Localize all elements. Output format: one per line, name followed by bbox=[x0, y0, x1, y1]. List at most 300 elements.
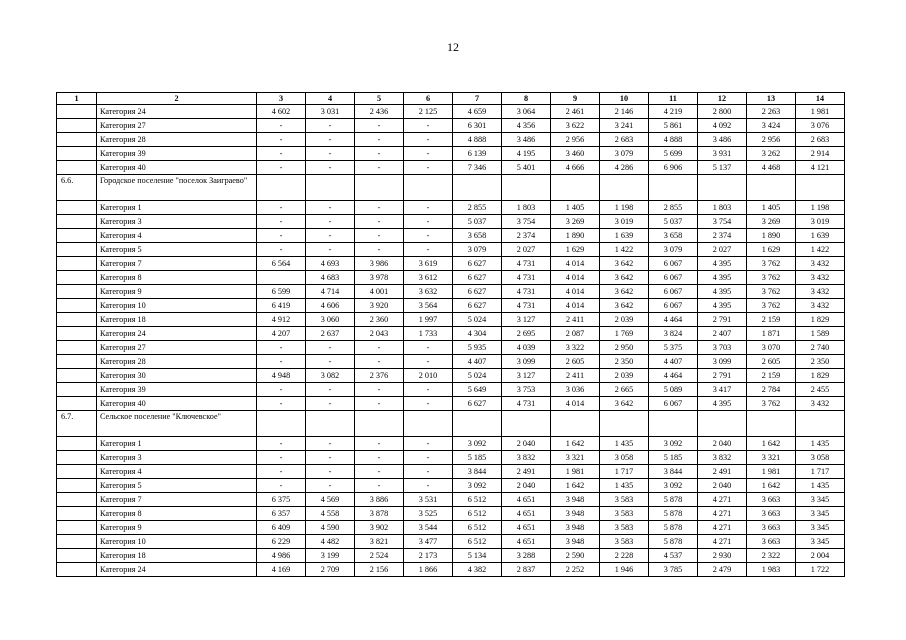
table-row bbox=[57, 299, 845, 313]
value-cell bbox=[600, 411, 649, 437]
row-code bbox=[57, 465, 97, 479]
table-row bbox=[57, 105, 845, 119]
row-code bbox=[57, 383, 97, 397]
value-cell: 2 039 bbox=[600, 313, 649, 327]
value-cell: 4 986 bbox=[257, 549, 306, 563]
row-code bbox=[57, 161, 97, 175]
row-name: Категория 40 bbox=[97, 397, 257, 411]
value-cell: - bbox=[404, 355, 453, 369]
value-cell: 4 271 bbox=[698, 521, 747, 535]
table-row bbox=[57, 161, 845, 175]
value-cell: 3 082 bbox=[306, 369, 355, 383]
row-code bbox=[57, 521, 97, 535]
table-row bbox=[57, 479, 845, 493]
value-cell: 2 791 bbox=[698, 369, 747, 383]
value-cell: - bbox=[257, 465, 306, 479]
value-cell: 1 803 bbox=[502, 201, 551, 215]
value-cell: 3 321 bbox=[551, 451, 600, 465]
value-cell: - bbox=[355, 465, 404, 479]
value-cell: 6 301 bbox=[453, 119, 502, 133]
value-cell: 2 665 bbox=[600, 383, 649, 397]
value-cell: 3 486 bbox=[502, 133, 551, 147]
table-row bbox=[57, 119, 845, 133]
value-cell: 5 375 bbox=[649, 341, 698, 355]
value-cell bbox=[796, 175, 845, 201]
row-code bbox=[57, 313, 97, 327]
value-cell: 2 146 bbox=[600, 105, 649, 119]
value-cell bbox=[355, 175, 404, 201]
value-cell: 3 978 bbox=[355, 271, 404, 285]
value-cell: 3 642 bbox=[600, 257, 649, 271]
row-name: Категория 4 bbox=[97, 465, 257, 479]
row-name: Категория 40 bbox=[97, 161, 257, 175]
row-name: Категория 24 bbox=[97, 563, 257, 577]
value-cell: 3 127 bbox=[502, 313, 551, 327]
column-header: 14 bbox=[796, 93, 845, 105]
value-cell: 4 731 bbox=[502, 299, 551, 313]
value-cell: 2 784 bbox=[747, 383, 796, 397]
row-name: Городское поселение "поселок Заиграево" bbox=[97, 175, 257, 201]
row-code bbox=[57, 201, 97, 215]
value-cell bbox=[649, 411, 698, 437]
value-cell: 3 417 bbox=[698, 383, 747, 397]
value-cell: 3 832 bbox=[698, 451, 747, 465]
value-cell bbox=[698, 411, 747, 437]
value-cell: - bbox=[404, 465, 453, 479]
value-cell: 3 486 bbox=[698, 133, 747, 147]
value-cell: 2 027 bbox=[502, 243, 551, 257]
value-cell bbox=[355, 411, 404, 437]
value-cell: 6 419 bbox=[257, 299, 306, 313]
value-cell: - bbox=[257, 479, 306, 493]
value-cell: 5 401 bbox=[502, 161, 551, 175]
value-cell: 3 531 bbox=[404, 493, 453, 507]
value-cell: 4 169 bbox=[257, 563, 306, 577]
value-cell: 2 411 bbox=[551, 313, 600, 327]
value-cell: 2 524 bbox=[355, 549, 404, 563]
value-cell: - bbox=[404, 119, 453, 133]
value-cell: 4 395 bbox=[698, 397, 747, 411]
value-cell: 3 262 bbox=[747, 147, 796, 161]
value-cell: 2 950 bbox=[600, 341, 649, 355]
value-cell: 4 039 bbox=[502, 341, 551, 355]
table-row bbox=[57, 341, 845, 355]
value-cell: 2 637 bbox=[306, 327, 355, 341]
row-name: Категория 7 bbox=[97, 493, 257, 507]
value-cell: 3 345 bbox=[796, 507, 845, 521]
value-cell: 3 920 bbox=[355, 299, 404, 313]
value-cell: 3 642 bbox=[600, 299, 649, 313]
value-cell: - bbox=[404, 215, 453, 229]
row-name: Категория 1 bbox=[97, 437, 257, 451]
value-cell: 4 195 bbox=[502, 147, 551, 161]
value-cell: 1 803 bbox=[698, 201, 747, 215]
value-cell: 3 288 bbox=[502, 549, 551, 563]
value-cell: - bbox=[306, 341, 355, 355]
value-cell: 3 986 bbox=[355, 257, 404, 271]
value-cell: 5 878 bbox=[649, 493, 698, 507]
value-cell: - bbox=[306, 229, 355, 243]
value-cell: 2 855 bbox=[453, 201, 502, 215]
table-row bbox=[57, 313, 845, 327]
value-cell: 2 039 bbox=[600, 369, 649, 383]
column-header: 2 bbox=[97, 93, 257, 105]
value-cell: 1 890 bbox=[747, 229, 796, 243]
column-header: 10 bbox=[600, 93, 649, 105]
table-row bbox=[57, 229, 845, 243]
value-cell: 3 432 bbox=[796, 257, 845, 271]
value-cell: 3 099 bbox=[698, 355, 747, 369]
value-cell: 5 185 bbox=[649, 451, 698, 465]
value-cell: 3 019 bbox=[796, 215, 845, 229]
value-cell: 1 642 bbox=[551, 479, 600, 493]
value-cell: - bbox=[355, 133, 404, 147]
value-cell: 2 590 bbox=[551, 549, 600, 563]
value-cell: 5 089 bbox=[649, 383, 698, 397]
value-cell: 2 004 bbox=[796, 549, 845, 563]
value-cell: - bbox=[404, 437, 453, 451]
page-number: 12 bbox=[447, 40, 459, 54]
value-cell: 3 345 bbox=[796, 535, 845, 549]
row-name: Категория 18 bbox=[97, 549, 257, 563]
value-cell: 5 861 bbox=[649, 119, 698, 133]
value-cell: 3 432 bbox=[796, 397, 845, 411]
value-cell: 2 173 bbox=[404, 549, 453, 563]
value-cell: 4 606 bbox=[306, 299, 355, 313]
value-cell: 6 067 bbox=[649, 271, 698, 285]
value-cell: 3 622 bbox=[551, 119, 600, 133]
value-cell: 2 043 bbox=[355, 327, 404, 341]
value-cell: 2 010 bbox=[404, 369, 453, 383]
value-cell: - bbox=[404, 161, 453, 175]
row-name: Категория 18 bbox=[97, 313, 257, 327]
row-name: Категория 5 bbox=[97, 479, 257, 493]
value-cell: - bbox=[404, 133, 453, 147]
value-cell: - bbox=[355, 119, 404, 133]
value-cell: 3 785 bbox=[649, 563, 698, 577]
value-cell: 4 286 bbox=[600, 161, 649, 175]
value-cell: - bbox=[355, 243, 404, 257]
value-cell: 2 855 bbox=[649, 201, 698, 215]
value-cell: 2 740 bbox=[796, 341, 845, 355]
value-cell: 4 001 bbox=[355, 285, 404, 299]
value-cell: 6 409 bbox=[257, 521, 306, 535]
value-cell: 1 981 bbox=[551, 465, 600, 479]
row-code bbox=[57, 257, 97, 271]
value-cell: 1 589 bbox=[796, 327, 845, 341]
value-cell: 6 375 bbox=[257, 493, 306, 507]
value-cell: 3 902 bbox=[355, 521, 404, 535]
value-cell: 6 627 bbox=[453, 285, 502, 299]
row-name: Категория 27 bbox=[97, 119, 257, 133]
value-cell bbox=[257, 271, 306, 285]
value-cell: 3 525 bbox=[404, 507, 453, 521]
value-cell: 1 717 bbox=[796, 465, 845, 479]
value-cell: 4 014 bbox=[551, 397, 600, 411]
value-cell: 1 983 bbox=[747, 563, 796, 577]
row-name: Категория 10 bbox=[97, 299, 257, 313]
value-cell: 4 219 bbox=[649, 105, 698, 119]
row-code bbox=[57, 299, 97, 313]
value-cell: - bbox=[306, 201, 355, 215]
row-code bbox=[57, 507, 97, 521]
value-cell: 1 629 bbox=[747, 243, 796, 257]
value-cell: 2 322 bbox=[747, 549, 796, 563]
value-cell bbox=[306, 175, 355, 201]
row-name: Категория 8 bbox=[97, 507, 257, 521]
value-cell bbox=[257, 175, 306, 201]
value-cell: 4 382 bbox=[453, 563, 502, 577]
value-cell: - bbox=[257, 119, 306, 133]
table-row bbox=[57, 451, 845, 465]
value-cell: - bbox=[355, 341, 404, 355]
value-cell: 2 040 bbox=[502, 437, 551, 451]
value-cell: - bbox=[355, 147, 404, 161]
row-name: Категория 9 bbox=[97, 521, 257, 535]
value-cell bbox=[551, 175, 600, 201]
value-cell: 3 099 bbox=[502, 355, 551, 369]
value-cell: - bbox=[257, 133, 306, 147]
row-code bbox=[57, 397, 97, 411]
value-cell: 4 092 bbox=[698, 119, 747, 133]
value-cell: 5 185 bbox=[453, 451, 502, 465]
value-cell: 2 436 bbox=[355, 105, 404, 119]
value-cell bbox=[649, 175, 698, 201]
value-cell: - bbox=[355, 229, 404, 243]
value-cell: 2 491 bbox=[698, 465, 747, 479]
value-cell: - bbox=[306, 451, 355, 465]
value-cell: 2 455 bbox=[796, 383, 845, 397]
value-cell: 3 345 bbox=[796, 521, 845, 535]
value-cell: 1 642 bbox=[551, 437, 600, 451]
value-cell: 3 036 bbox=[551, 383, 600, 397]
value-cell: 6 067 bbox=[649, 257, 698, 271]
value-cell: 4 014 bbox=[551, 299, 600, 313]
value-cell: 2 040 bbox=[698, 437, 747, 451]
value-cell: 3 642 bbox=[600, 271, 649, 285]
value-cell: 3 753 bbox=[502, 383, 551, 397]
row-name: Категория 24 bbox=[97, 105, 257, 119]
value-cell: 5 037 bbox=[453, 215, 502, 229]
section-row bbox=[57, 411, 845, 437]
value-cell: 3 754 bbox=[698, 215, 747, 229]
value-cell: 3 844 bbox=[649, 465, 698, 479]
value-cell: 2 709 bbox=[306, 563, 355, 577]
value-cell: 3 762 bbox=[747, 257, 796, 271]
row-code bbox=[57, 147, 97, 161]
table-row bbox=[57, 383, 845, 397]
row-code bbox=[57, 119, 97, 133]
value-cell: - bbox=[306, 243, 355, 257]
value-cell: 3 948 bbox=[551, 521, 600, 535]
value-cell: - bbox=[355, 479, 404, 493]
value-cell: 4 304 bbox=[453, 327, 502, 341]
row-name: Сельское поселение "Ключевское" bbox=[97, 411, 257, 437]
value-cell: 3 127 bbox=[502, 369, 551, 383]
value-cell: - bbox=[257, 341, 306, 355]
value-cell: 4 590 bbox=[306, 521, 355, 535]
row-code bbox=[57, 133, 97, 147]
value-cell: 1 422 bbox=[796, 243, 845, 257]
table-row bbox=[57, 507, 845, 521]
value-cell: - bbox=[257, 229, 306, 243]
value-cell: 2 360 bbox=[355, 313, 404, 327]
value-cell: 3 079 bbox=[649, 243, 698, 257]
row-code bbox=[57, 243, 97, 257]
value-cell: - bbox=[306, 147, 355, 161]
value-cell: 2 125 bbox=[404, 105, 453, 119]
value-cell: 1 866 bbox=[404, 563, 453, 577]
value-cell: 1 198 bbox=[600, 201, 649, 215]
value-cell: 5 024 bbox=[453, 369, 502, 383]
value-cell: 4 731 bbox=[502, 271, 551, 285]
table-row bbox=[57, 355, 845, 369]
value-cell: 4 731 bbox=[502, 285, 551, 299]
value-cell: 3 031 bbox=[306, 105, 355, 119]
row-code bbox=[57, 341, 97, 355]
value-cell: 3 092 bbox=[453, 479, 502, 493]
row-name: Категория 10 bbox=[97, 535, 257, 549]
value-cell bbox=[502, 175, 551, 201]
value-cell: 6 357 bbox=[257, 507, 306, 521]
value-cell: 3 544 bbox=[404, 521, 453, 535]
row-name: Категория 39 bbox=[97, 147, 257, 161]
row-name: Категория 39 bbox=[97, 383, 257, 397]
value-cell: 4 651 bbox=[502, 535, 551, 549]
value-cell: 1 829 bbox=[796, 313, 845, 327]
value-cell: 3 824 bbox=[649, 327, 698, 341]
column-header: 7 bbox=[453, 93, 502, 105]
value-cell: 4 602 bbox=[257, 105, 306, 119]
value-cell: - bbox=[355, 383, 404, 397]
value-cell: 3 931 bbox=[698, 147, 747, 161]
value-cell: 3 058 bbox=[600, 451, 649, 465]
value-cell: - bbox=[355, 201, 404, 215]
value-cell: 2 956 bbox=[551, 133, 600, 147]
value-cell: - bbox=[306, 215, 355, 229]
value-cell: - bbox=[355, 397, 404, 411]
value-cell: 4 651 bbox=[502, 521, 551, 535]
value-cell: 3 092 bbox=[453, 437, 502, 451]
value-cell: 3 345 bbox=[796, 493, 845, 507]
value-cell: 3 070 bbox=[747, 341, 796, 355]
value-cell: 4 271 bbox=[698, 507, 747, 521]
value-cell: 3 079 bbox=[453, 243, 502, 257]
value-cell: 3 583 bbox=[600, 535, 649, 549]
value-cell: 4 666 bbox=[551, 161, 600, 175]
column-header: 9 bbox=[551, 93, 600, 105]
value-cell: 4 537 bbox=[649, 549, 698, 563]
value-cell: - bbox=[257, 147, 306, 161]
value-cell: 7 346 bbox=[453, 161, 502, 175]
value-cell: 4 014 bbox=[551, 285, 600, 299]
value-cell: 2 683 bbox=[600, 133, 649, 147]
row-name: Категория 8 bbox=[97, 271, 257, 285]
value-cell: 6 512 bbox=[453, 521, 502, 535]
row-code bbox=[57, 437, 97, 451]
value-cell: 3 821 bbox=[355, 535, 404, 549]
value-cell: 3 322 bbox=[551, 341, 600, 355]
value-cell: - bbox=[257, 397, 306, 411]
row-name: Категория 28 bbox=[97, 355, 257, 369]
value-cell: 2 956 bbox=[747, 133, 796, 147]
value-cell: 2 695 bbox=[502, 327, 551, 341]
value-cell bbox=[600, 175, 649, 201]
row-code bbox=[57, 271, 97, 285]
value-cell: 3 019 bbox=[600, 215, 649, 229]
value-cell: 2 411 bbox=[551, 369, 600, 383]
value-cell: 6 564 bbox=[257, 257, 306, 271]
value-cell: 3 642 bbox=[600, 397, 649, 411]
value-cell: 4 121 bbox=[796, 161, 845, 175]
value-cell: 3 762 bbox=[747, 285, 796, 299]
value-cell: 1 946 bbox=[600, 563, 649, 577]
value-cell: 2 159 bbox=[747, 369, 796, 383]
value-cell: 4 651 bbox=[502, 507, 551, 521]
value-cell: 2 605 bbox=[551, 355, 600, 369]
table-row bbox=[57, 285, 845, 299]
value-cell: 4 395 bbox=[698, 271, 747, 285]
value-cell bbox=[502, 411, 551, 437]
value-cell: 3 948 bbox=[551, 535, 600, 549]
value-cell: 2 027 bbox=[698, 243, 747, 257]
table-row bbox=[57, 397, 845, 411]
value-cell: 3 432 bbox=[796, 285, 845, 299]
value-cell: 2 350 bbox=[600, 355, 649, 369]
value-cell: 3 886 bbox=[355, 493, 404, 507]
value-cell: - bbox=[257, 437, 306, 451]
value-cell: 3 424 bbox=[747, 119, 796, 133]
value-cell: - bbox=[404, 383, 453, 397]
value-cell: 5 134 bbox=[453, 549, 502, 563]
value-cell: 1 717 bbox=[600, 465, 649, 479]
value-cell: 3 199 bbox=[306, 549, 355, 563]
value-cell: 3 844 bbox=[453, 465, 502, 479]
value-cell bbox=[453, 411, 502, 437]
value-cell: 3 092 bbox=[649, 479, 698, 493]
row-code bbox=[57, 451, 97, 465]
value-cell: - bbox=[404, 229, 453, 243]
table-row bbox=[57, 215, 845, 229]
value-cell: 2 930 bbox=[698, 549, 747, 563]
value-cell bbox=[796, 411, 845, 437]
value-cell: 3 948 bbox=[551, 507, 600, 521]
value-cell: 3 058 bbox=[796, 451, 845, 465]
value-cell: 4 569 bbox=[306, 493, 355, 507]
value-cell: 3 321 bbox=[747, 451, 796, 465]
table-row bbox=[57, 133, 845, 147]
value-cell: - bbox=[257, 383, 306, 397]
row-code bbox=[57, 563, 97, 577]
value-cell: 1 829 bbox=[796, 369, 845, 383]
value-cell: 2 914 bbox=[796, 147, 845, 161]
value-cell: 6 599 bbox=[257, 285, 306, 299]
table-row bbox=[57, 271, 845, 285]
value-cell: 6 627 bbox=[453, 271, 502, 285]
value-cell: - bbox=[404, 451, 453, 465]
value-cell: 6 067 bbox=[649, 397, 698, 411]
column-header: 6 bbox=[404, 93, 453, 105]
value-cell: - bbox=[257, 355, 306, 369]
value-cell: 2 376 bbox=[355, 369, 404, 383]
row-name: Категория 3 bbox=[97, 451, 257, 465]
value-cell: 1 405 bbox=[551, 201, 600, 215]
value-cell: 5 699 bbox=[649, 147, 698, 161]
value-cell: 5 649 bbox=[453, 383, 502, 397]
value-cell: 6 906 bbox=[649, 161, 698, 175]
value-cell: 6 627 bbox=[453, 257, 502, 271]
value-cell: 4 482 bbox=[306, 535, 355, 549]
